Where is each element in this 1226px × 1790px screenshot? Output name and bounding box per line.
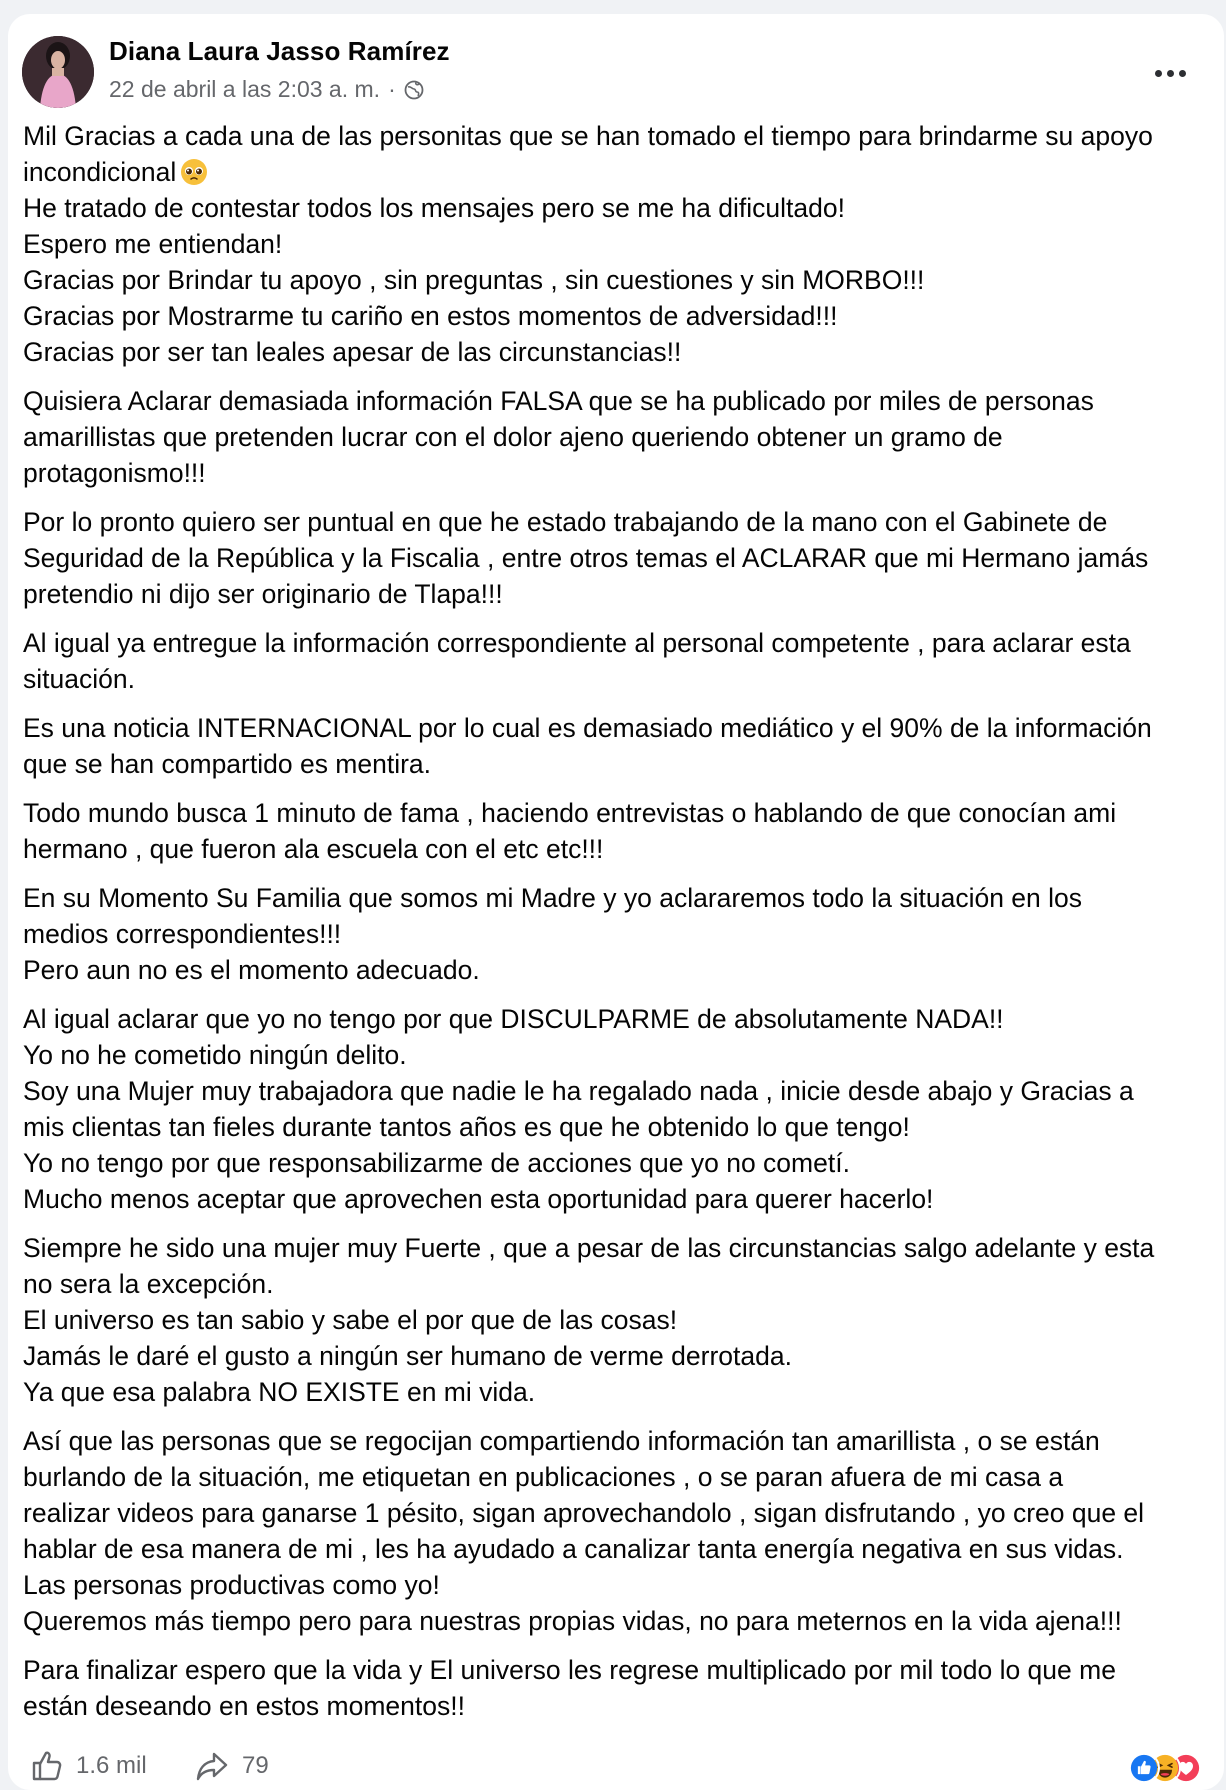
post-text-line <box>23 795 1219 831</box>
post-text: burlando de la situación, me etiquetan en publicaciones , o se paran afuera de mi casa a <box>23 1462 1064 1492</box>
post-text: En su Momento Su Familia que somos mi Madre y yo aclararemos todo la situación en los <box>23 883 1083 913</box>
post-text-line <box>23 710 1219 746</box>
post-text: mis clientas tan fieles durante tantos años es que he obtenido lo que tengo! <box>23 1112 910 1142</box>
post-text-line <box>23 1302 1219 1338</box>
more-options-icon <box>1167 70 1174 77</box>
post-text-line <box>23 1688 1219 1724</box>
post-text: Siempre he sido una mujer muy Fuerte , que a pesar de las circunstancias salgo adelante y esta <box>23 1233 1155 1263</box>
post-text: hablar de esa manera de mi , les ha ayudado a canalizar tanta energía negativa en sus vidas. <box>23 1534 1124 1564</box>
post-text-line <box>23 1423 1219 1459</box>
post-text-line <box>23 661 1219 697</box>
globe-icon[interactable] <box>404 80 424 100</box>
avatar-image <box>22 36 94 108</box>
post-text: Al igual ya entregue la información correspondiente al personal competente , para aclarar esta <box>23 628 1131 658</box>
post-meta <box>109 76 424 103</box>
post-paragraph <box>23 504 1219 612</box>
post-card <box>8 14 1224 1790</box>
more-options-icon <box>1155 70 1162 77</box>
meta-separator: · <box>388 76 396 102</box>
post-paragraph <box>23 795 1219 867</box>
post-text-line <box>23 1531 1219 1567</box>
post-text-line <box>23 880 1219 916</box>
post-text: Mil Gracias a cada una de las personitas que se han tomado el tiempo para brindarme su apoyo <box>23 121 1153 151</box>
post-text: Gracias por ser tan leales apesar de las circunstancias!! <box>23 337 682 367</box>
post-text-line <box>23 1567 1219 1603</box>
thumbs-up-icon <box>28 1748 64 1784</box>
post-text-line <box>23 383 1219 419</box>
post-text-line <box>23 419 1219 455</box>
post-text-line <box>23 226 1219 262</box>
post-text-line <box>23 298 1219 334</box>
post-paragraph <box>23 625 1219 697</box>
share-count: 79 <box>242 1752 269 1779</box>
post-text-line <box>23 916 1219 952</box>
post-text: situación. <box>23 664 135 694</box>
post-text: que se han compartido es mentira. <box>23 749 432 779</box>
post-text-line <box>23 1181 1219 1217</box>
post-text: Es una noticia INTERNACIONAL por lo cual es demasiado mediático y el 90% de la información <box>23 713 1152 743</box>
post-text: Para finalizar espero que la vida y El universo les regrese multiplicado por mil todo lo que me <box>23 1655 1116 1685</box>
post-text: Mucho menos aceptar que aprovechen esta oportunidad para querer hacerlo! <box>23 1184 934 1214</box>
post-header <box>8 14 1224 114</box>
post-text-line <box>23 1603 1219 1639</box>
share-arrow-icon <box>194 1748 230 1784</box>
post-text-line <box>23 540 1219 576</box>
post-text-line <box>23 1073 1219 1109</box>
post-text: realizar videos para ganarse 1 pésito, sigan aprovechandolo , sigan disfrutando , yo creo que el <box>23 1498 1145 1528</box>
post-text: incondicional <box>23 157 177 187</box>
post-text: Jamás le daré el gusto a ningún ser humano de verme derrotada. <box>23 1341 792 1371</box>
post-text: Gracias por Brindar tu apoyo , sin preguntas , sin cuestiones y sin MORBO!!! <box>23 265 925 295</box>
post-text: están deseando en estos momentos!! <box>23 1691 465 1721</box>
post-text-line <box>23 1109 1219 1145</box>
post-timestamp[interactable]: 22 de abril a las 2:03 a. m. <box>109 76 381 102</box>
reaction-summary[interactable] <box>1128 1752 1202 1784</box>
post-text-line <box>23 576 1219 612</box>
post-text-line <box>23 334 1219 370</box>
post-text-line <box>23 190 1219 226</box>
post-text: Gracias por Mostrarme tu cariño en estos momentos de adversidad!!! <box>23 301 838 331</box>
post-text: Espero me entiendan! <box>23 229 283 259</box>
post-paragraph <box>23 383 1219 491</box>
post-text: Queremos más tiempo pero para nuestras propias vidas, no para meternos en la vida ajena!!! <box>23 1606 1122 1636</box>
post-text: medios correspondientes!!! <box>23 919 342 949</box>
post-text-line <box>23 1266 1219 1302</box>
post-text-line <box>23 455 1219 491</box>
like-reaction-icon <box>1128 1752 1160 1784</box>
author-avatar[interactable] <box>22 36 94 108</box>
post-text-line <box>23 262 1219 298</box>
like-count: 1.6 mil <box>76 1752 147 1779</box>
post-paragraph <box>23 710 1219 782</box>
post-text-line <box>23 1459 1219 1495</box>
post-text-line <box>23 1495 1219 1531</box>
post-paragraph <box>23 1423 1219 1639</box>
post-text: no sera la excepción. <box>23 1269 274 1299</box>
post-text-line <box>23 831 1219 867</box>
post-text: Todo mundo busca 1 minuto de fama , haciendo entrevistas o hablando de que conocían ami <box>23 798 1117 828</box>
post-text-line <box>23 1374 1219 1410</box>
post-text-line <box>23 504 1219 540</box>
post-text-line <box>23 952 1219 988</box>
post-text: Soy una Mujer muy trabajadora que nadie le ha regalado nada , inicie desde abajo y Gracias a <box>23 1076 1134 1106</box>
post-text: El universo es tan sabio y sabe el por que de las cosas! <box>23 1305 678 1335</box>
more-options-button[interactable] <box>1150 62 1190 84</box>
more-options-icon <box>1179 70 1186 77</box>
post-text-line <box>23 1652 1219 1688</box>
post-paragraph <box>23 1652 1219 1724</box>
pleading-face-emoji-icon <box>180 158 208 186</box>
post-footer <box>8 1740 1224 1790</box>
post-text-line <box>23 1145 1219 1181</box>
author-name[interactable]: Diana Laura Jasso Ramírez <box>109 36 450 66</box>
post-text-line <box>23 118 1219 154</box>
post-text-line <box>23 1230 1219 1266</box>
post-text: Seguridad de la República y la Fiscalia , entre otros temas el ACLARAR que mi Hermano jamás <box>23 543 1149 573</box>
post-text: Quisiera Aclarar demasiada información FALSA que se ha publicado por miles de personas <box>23 386 1094 416</box>
post-body <box>23 118 1219 1737</box>
post-text-line <box>23 625 1219 661</box>
post-paragraph <box>23 118 1219 370</box>
post-text: Pero aun no es el momento adecuado. <box>23 955 480 985</box>
post-text: He tratado de contestar todos los mensajes pero se me ha dificultado! <box>23 193 845 223</box>
post-text: protagonismo!!! <box>23 458 206 488</box>
post-paragraph <box>23 1001 1219 1217</box>
post-text: Yo no tengo por que responsabilizarme de acciones que yo no cometí. <box>23 1148 850 1178</box>
post-paragraph <box>23 880 1219 988</box>
post-text: hermano , que fueron ala escuela con el etc etc!!! <box>23 834 604 864</box>
like-button[interactable] <box>28 1748 147 1784</box>
post-text-line <box>23 1338 1219 1374</box>
post-text: Por lo pronto quiero ser puntual en que he estado trabajando de la mano con el Gabinete de <box>23 507 1108 537</box>
post-text-line <box>23 1001 1219 1037</box>
post-text: pretendio ni dijo ser originario de Tlapa!!! <box>23 579 503 609</box>
post-text-line <box>23 154 1219 190</box>
post-text-line <box>23 746 1219 782</box>
post-text: amarillistas que pretenden lucrar con el dolor ajeno queriendo obtener un gramo de <box>23 422 1003 452</box>
post-paragraph <box>23 1230 1219 1410</box>
share-button[interactable] <box>194 1748 269 1784</box>
post-text: Al igual aclarar que yo no tengo por que DISCULPARME de absolutamente NADA!! <box>23 1004 1004 1034</box>
post-text: Las personas productivas como yo! <box>23 1570 440 1600</box>
post-text: Yo no he cometido ningún delito. <box>23 1040 407 1070</box>
post-text: Así que las personas que se regocijan compartiendo información tan amarillista , o se están <box>23 1426 1100 1456</box>
post-text-line <box>23 1037 1219 1073</box>
post-text: Ya que esa palabra NO EXISTE en mi vida. <box>23 1377 536 1407</box>
